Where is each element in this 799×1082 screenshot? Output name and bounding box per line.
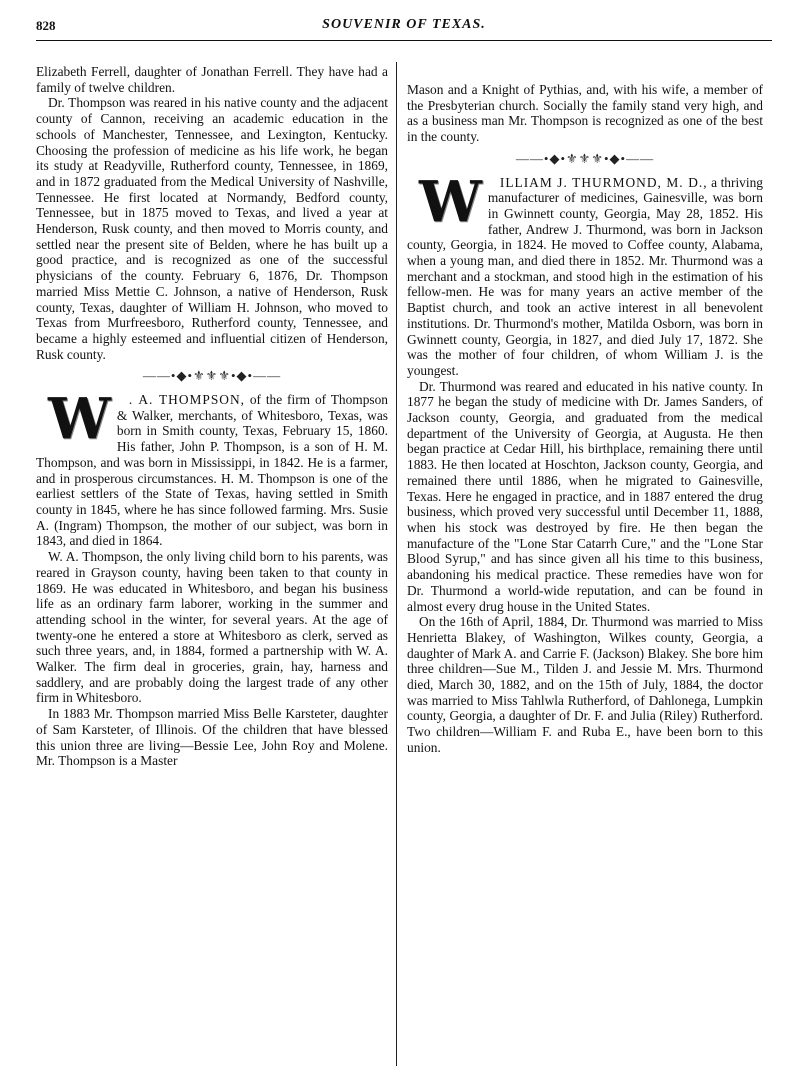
- paragraph: Mason and a Knight of Pythias, and, with his wife, a member of the Presbyterian church. Socially the family stand very high, and as a business man Mr. Thompson is recognized as one of the best in the county.: [407, 82, 763, 145]
- paragraph: Elizabeth Ferrell, daughter of Jonathan Ferrell. They have had a family of twelve children.: [36, 64, 388, 95]
- entry-name: ILLIAM J. THURMOND, M. D.,: [499, 174, 708, 190]
- page-number: 828: [36, 18, 56, 33]
- drop-cap: W: [48, 386, 111, 453]
- paragraph: On the 16th of April, 1884, Dr. Thurmond was married to Miss Henrietta Blakey, of Washington, Wilkes county, Georgia, a daughter of Mark A. and Carrie F. (Jackson) Blakey. She bore him three children—Sue M., Tilden J. and Jessie M. Mrs. Thurmond died, March 30, 1882, and on the 15th of July, 1884, the doctor was married to Miss Tahlwla Rutherford, of Dahlonega, Lumpkin county, Georgia, a daughter of Dr. F. and Julia (Riley) Rutherford. Two children—William F. and Ruba E., have been born to this union.: [407, 614, 763, 755]
- paragraph: Dr. Thompson was reared in his native county and the adjacent county of Cannon, receiving an academic education in the schools of Manchester, Tennessee, and Lexington, Kentucky. Choosing the profession of medicine as his life work, he began its study at Readyville, Rutherford county, Tennessee, in 1869, and in 1872 graduated from the Medical University of Nashville, Tennessee. He first located at Normandy, Bedford county, Tennessee, but in 1875 moved to Texas, and lived a year at Henderson, Rusk county, and then moved to Morris county, and settled near the present site of Belden, where he has built up a good practice, and is recognized as one of the successful physicians of the county. February 6, 1876, Dr. Thompson married Miss Mettie C. Johnson, a native of Henderson, Rusk county, Texas, daughter of William H. Johnson, who moved to Texas from Murfreesboro, Rutherford county, Tennessee, and became a highly esteemed and influential citizen of Henderson, Rusk county.: [36, 95, 388, 362]
- right-column: [407, 82, 763, 1066]
- entry-text: of the firm of Thompson & Walker, merchants, of Whitesboro, Texas, was born in Smith county, Texas, February 15, 1860. His father, John P. Thompson, is a son of H. M. Thompson, and was born in Mississippi, in 1842. He is a farmer, and in prosperous circumstances. H. M. Thompson is one of the earliest settlers of the State of Texas, having settled in Smith county in 1845, where he has since followed farming. Mrs. Susie A. (Ingram) Thompson, the mother of our subject, was born in 1843, and died in 1864.: [36, 392, 388, 549]
- entry-name: . A. THOMPSON,: [128, 392, 245, 408]
- drop-cap: W: [419, 168, 482, 235]
- entry-text: a thriving manufacturer of medicines, Gainesville, was born in Gwinnett county, Georgia, May 28, 1852. His father, Andrew J. Thurmond, was born in Jackson county, Georgia, in 1824. He moved to Coffee county, Alabama, when a young man, and died there in 1852. Mr. Thurmond was a merchant and a stockman, and stood high in the estimation of his fellow-men. He was for many years an active member of the Baptist church, and took an active interest in all benevolent institutions. Dr. Thurmond's mother, Matilda Osborn, was born in Gwinnett county, Georgia, in 1827, and died July 17, 1872. She was the mother of four children, of whom William J. is the youngest.: [407, 174, 763, 378]
- left-column: [36, 64, 388, 1066]
- section-ornament: ——•◆•⚜⚜⚜•◆•——: [515, 150, 655, 166]
- biography-entry: [36, 386, 388, 549]
- paragraph: In 1883 Mr. Thompson married Miss Belle Karsteter, daughter of Sam Karsteter, of Illinois. Of the children that have blessed this union three are living—Bessie Lee, John Roy and Molene. Mr. Thompson is a Master: [36, 706, 388, 769]
- biography-entry: [407, 168, 763, 379]
- paragraph: W. A. Thompson, the only living child born to his parents, was reared in Grayson county, having been taken to that county in 1869. He was educated in Whitesboro, and began his business life as an ordinary farm laborer, working in the summer and attending school in the winter, for several years. At the age of twenty-one he entered a store at Whitesboro as clerk, served as such three years, and, in 1884, formed a partnership with W. A. Walker. The firm deal in groceries, grain, hay, harness and saddlery, and are probably doing the largest trade of any other firm in Whitesboro.: [36, 549, 388, 706]
- section-ornament: ——•◆•⚜⚜⚜•◆•——: [142, 368, 282, 384]
- page-header: [36, 18, 772, 41]
- running-title: SOUVENIR OF TEXAS.: [322, 17, 486, 32]
- column-divider: [396, 62, 397, 1066]
- paragraph: Dr. Thurmond was reared and educated in his native county. In 1877 he began the study of medicine with Dr. James Sanders, of Jackson county, Georgia, and graduated from the medical department of the University of Georgia, at Augusta. He then began practice at Cedar Hill, his birthplace, remaining there until 1883. He then located at Hoschton, Jackson county, Georgia, and remained there until 1886, when he migrated to Gainesville, Texas. Here he engaged in practice, and in 1887 entered the drug business, which proved very successful until December 11, 1888, when his stock was destroyed by fire. He then began the manufacture of the "Lone Star Catarrh Cure," and the "Lone Star Blood Syrup," and has since given all his time to this business, abandoning his medical practice. These remedies have won for Dr. Thurmond a world-wide reputation, and can be found in almost every drug house in the United States.: [407, 378, 763, 614]
